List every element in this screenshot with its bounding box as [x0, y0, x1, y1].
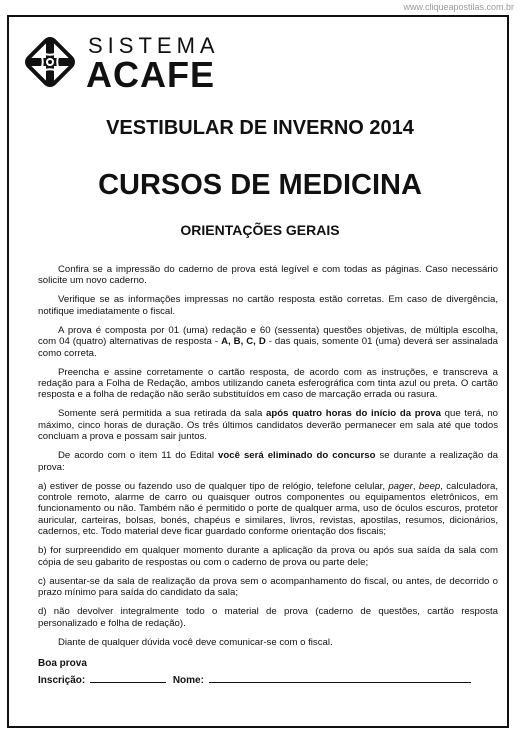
paragraph-legibility: Confira se a impressão do caderno de prova está legível e com todas as páginas. Caso necessário solicite um novo caderno. — [38, 264, 498, 287]
beep: beep — [418, 480, 441, 492]
text: , — [412, 480, 419, 492]
instructions — [38, 264, 498, 677]
pager: pager — [388, 480, 413, 492]
acafe-logo-icon — [24, 36, 76, 88]
nome-field[interactable] — [209, 672, 471, 683]
text: Somente será permitida a sua retirada da sala — [58, 408, 267, 420]
section-title: ORIENTAÇÕES GERAIS — [180, 222, 340, 238]
paragraph-composition — [38, 325, 498, 359]
inscricao-field[interactable] — [90, 672, 166, 683]
paragraph-doubts: Diante de qualquer dúvida você deve comunicar-se com o fiscal. — [58, 636, 333, 648]
time-rule: após quatro horas do início da prova — [266, 408, 441, 420]
paragraph-fill-sign: Preencha e assine corretamente o cartão resposta, de acordo com as instruções, e transcreva a redação para a Folha de Redação, ambos utilizando caneta esferográfica com tinta azul ou preta. O cartão resposta e a folha de redação não serão substituídos em caso de marcação errada ou rasura. — [38, 366, 498, 401]
elimination-rule: você será eliminado do concurso — [218, 450, 376, 462]
watermark: www.cliqueapostilas.com.br — [403, 2, 514, 12]
text: que terá, no máximo, cinco horas de duração. Os três últimos candidatos deverão permanecer em sala até que todos concluam a prova e possam sair juntos. — [38, 408, 499, 443]
text: a) estiver de posse ou fazendo uso de qualquer tipo de relógio, telefone celular, — [38, 480, 389, 492]
text: se durante a realização da prova: — [38, 450, 499, 473]
paragraph-leaving — [38, 408, 498, 442]
nome-label: Nome: — [172, 675, 204, 686]
alternatives: A, B, C, D — [221, 336, 266, 348]
item-d: d) não devolver integralmente todo o material de prova (caderno de questões, cartão resposta personalizado e folha de redação). — [38, 606, 498, 629]
inscricao-label: Inscrição: — [38, 675, 86, 686]
exam-title: VESTIBULAR DE INVERNO 2014 — [106, 117, 414, 139]
course-title: CURSOS DE MEDICINA — [98, 169, 422, 201]
text: - das quais, somente 01 (uma) deverá ser assinalada como correta. — [38, 336, 498, 359]
text: A prova é composta por 01 (uma) redação e 60 (sessenta) questões objetivas, de múltipla escolha, com 04 (quatro) alternativas de resposta - — [38, 324, 498, 348]
logo — [24, 34, 254, 94]
paragraph-elimination — [38, 450, 498, 473]
logo-text-sistema: SISTEMA — [88, 33, 220, 58]
logo-text-acafe: ACAFE — [86, 54, 215, 95]
closing: Boa prova — [38, 657, 87, 669]
item-c: c) ausentar-se da sala de realização da prova sem o acompanhamento do fiscal, ou antes, de decorrido o prazo mínimo para saída do candidato da sala; — [38, 575, 498, 599]
text: , calculadora, controle remoto, alarme de carro ou quaisquer outros componentes ou equipamentos eletrônicos, em funcionamento ou não. Também não é permitido o porte de qualquer arma, uso de óculos escuros, protetor auricular, carteiras, bolsas, bonés, chapéus e similares, livros, revistas, apostilas, resumos, dicionários, cadernos, etc. Todo material deve ficar guardado conforme orientação dos fiscais; — [38, 480, 498, 538]
signature-line — [38, 672, 478, 688]
item-b: b) for surpreendido em qualquer momento durante a aplicação da prova ou após sua saída da sala com cópia de seu gabarito de respostas ou com o caderno de prova ou parte dele; — [38, 545, 498, 568]
text: De acordo com o item 11 do Edital — [58, 450, 219, 462]
paragraph-answer-card: Verifique se as informações impressas no cartão resposta estão corretas. Em caso de divergência, notifique imediatamente o fiscal. — [38, 294, 498, 317]
item-a — [38, 481, 498, 538]
